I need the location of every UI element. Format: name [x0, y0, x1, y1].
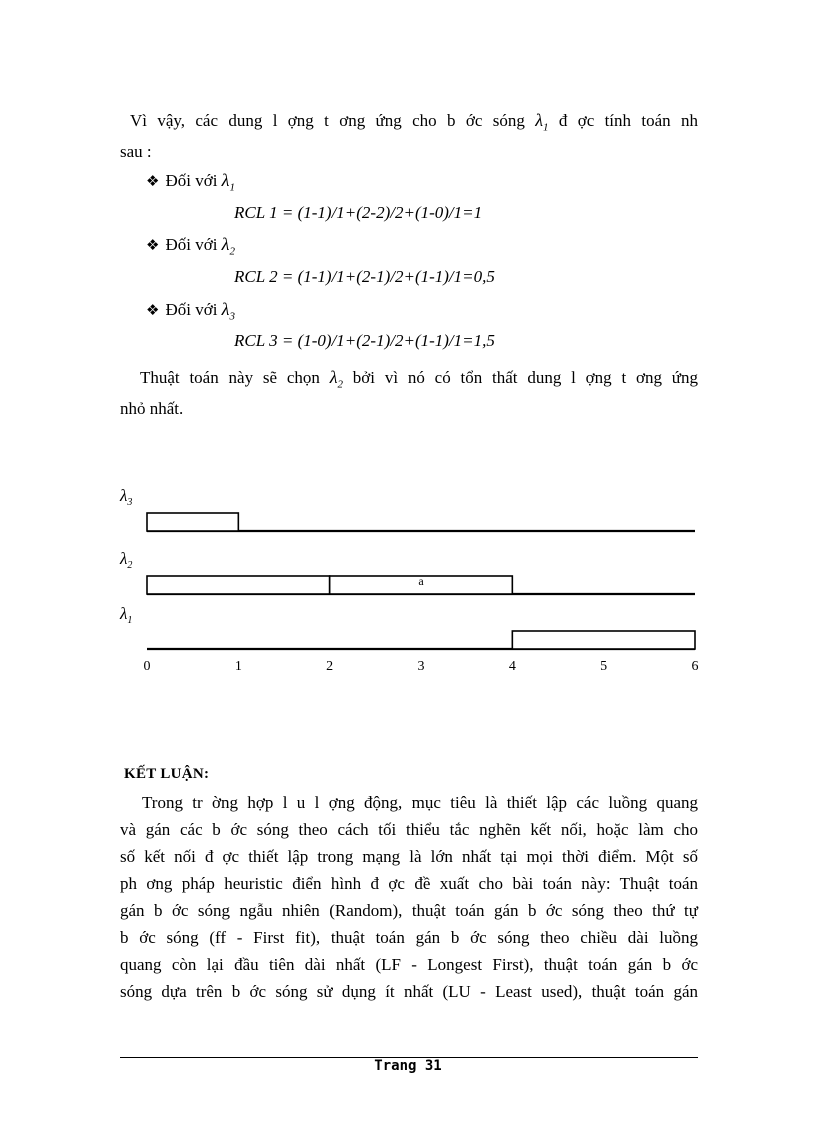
conclusion-line: Trong tr ờng hợp l u l ợng động, mục tiêu là thiết lập các luồng quang	[142, 793, 698, 812]
diamond-bullet-icon: ❖	[146, 301, 160, 319]
conclusion-heading: KẾT LUẬN:	[124, 766, 210, 782]
conclusion-line: quang còn lại đầu tiên dài nhất (LF - Longest First), thuật toán gán b ớc	[120, 955, 698, 974]
lambda-symbol: $\lambda_3$	[221, 299, 235, 323]
conclusion-line: ph ơng pháp heuristic điển hình đ ợc đề xuất cho bài toán này: Thuật toán	[120, 874, 698, 893]
x-tick-label: 2	[326, 659, 334, 674]
lambda-symbol: $\lambda_2$	[221, 234, 235, 258]
conclusion-line: sóng dựa trên b ớc sóng sử dụng ít nhất (LU - Least used), thuật toán gán	[120, 982, 698, 1001]
formula-rcl-1: RCL 1 = (1-1)/1+(2-2)/2+(1-0)/1=1	[234, 203, 483, 222]
x-tick-label: 6	[691, 659, 699, 674]
formula-rcl-2: RCL 2 = (1-1)/1+(2-1)/2+(1-1)/1=0,5	[234, 267, 495, 286]
x-tick-label: 5	[600, 659, 608, 674]
row-label: $\lambda_1$	[120, 604, 133, 626]
lambda-2-symbol: $\lambda_2$	[329, 367, 343, 391]
conclusion-line: số kết nối đ ợc thiết lập trong mạng là lớn nhất tại mọi thời điểm. Một số	[120, 847, 698, 866]
row-label: $\lambda_2$	[120, 549, 133, 571]
bullet-item-3: ❖ Đối với $\lambda_3$	[146, 299, 235, 323]
wavelength-assignment-chart	[100, 478, 710, 678]
x-tick-label: 1	[234, 659, 242, 674]
x-tick-label: 4	[508, 659, 516, 674]
occupied-bar	[147, 513, 238, 531]
intro-text-line2: sau :	[120, 141, 152, 161]
choice-paragraph: Thuật toán này sẽ chọn $\lambda_2$ bởi vì nó có tổn thất dung l ợng t ơng ứng nhỏ nhất.	[120, 367, 698, 418]
lambda-symbol: $\lambda_1$	[221, 170, 235, 194]
occupied-bar	[147, 576, 330, 594]
formula-rcl-3: RCL 3 = (1-0)/1+(2-1)/2+(1-1)/1=1,5	[234, 331, 495, 350]
page-number: Trang 31	[374, 1058, 442, 1074]
bullet-item-1: ❖ Đối với $\lambda_1$	[146, 170, 235, 194]
x-tick-label: 3	[417, 659, 425, 674]
conclusion-line: gán b ớc sóng ngẫu nhiên (Random), thuật toán gán b ớc sóng theo thứ tự	[120, 901, 698, 920]
intro-text-b: đ ợc tính toán nh	[548, 111, 698, 130]
occupied-bar	[512, 631, 695, 649]
bullet-item-2: ❖ Đối với $\lambda_2$	[146, 234, 235, 258]
intro-text-a: Vì vậy, các dung l ợng t ơng ứng cho b ớc sóng	[130, 111, 536, 130]
conclusion-line: và gán các b ớc sóng theo cách tối thiểu tắc nghẽn kết nối, hoặc làm cho	[120, 820, 698, 839]
diamond-bullet-icon: ❖	[146, 172, 160, 190]
diamond-bullet-icon: ❖	[146, 236, 160, 254]
row-label: $\lambda_3$	[120, 486, 133, 508]
conclusion-paragraph	[120, 789, 698, 1005]
bar-label: a	[418, 574, 424, 588]
x-tick-label: 0	[143, 659, 151, 674]
intro-paragraph	[120, 108, 698, 164]
conclusion-line: b ớc sóng (ff - First fit), thuật toán gán b ớc sóng theo chiều dài luồng	[120, 928, 698, 947]
lambda-1-symbol: $\lambda_1$	[535, 110, 549, 134]
